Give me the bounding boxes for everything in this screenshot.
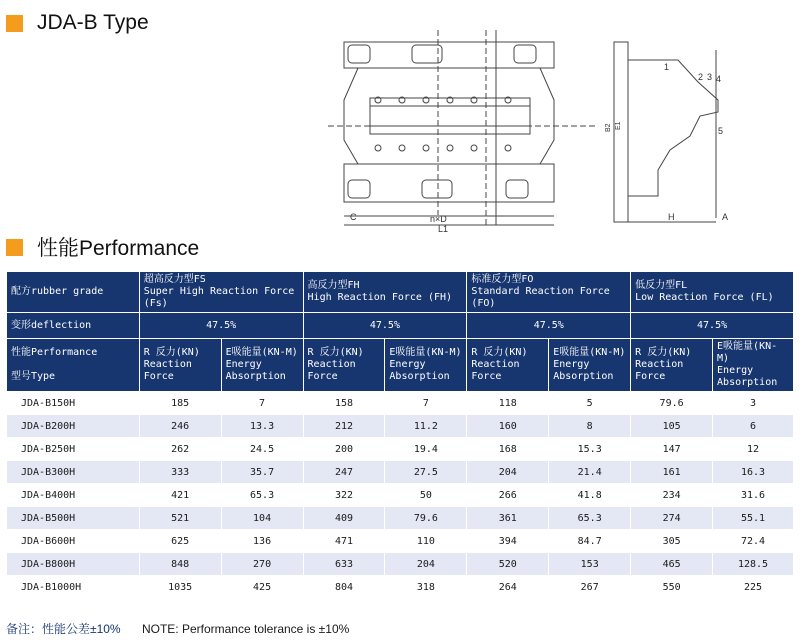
dim-label-l1: L1 xyxy=(438,224,449,234)
reaction-force-cell: 421 xyxy=(139,484,221,507)
reaction-force-cell: 212 xyxy=(303,415,385,438)
type-title: JDA-B Type xyxy=(37,11,149,34)
section-header-type xyxy=(6,11,149,35)
table-row xyxy=(7,553,794,576)
model-cell: JDA-B800H xyxy=(7,553,140,576)
deflection-header: 变形deflection xyxy=(7,313,140,339)
energy-absorption-cell: 3 xyxy=(713,392,794,415)
group-header-fh: 高反力型FH High Reaction Force (FH) xyxy=(303,272,467,313)
reaction-force-cell: 264 xyxy=(467,576,549,599)
energy-absorption-cell: 21.4 xyxy=(549,461,631,484)
model-cell: JDA-B200H xyxy=(7,415,140,438)
reaction-force-cell: 804 xyxy=(303,576,385,599)
energy-absorption-cell: 19.4 xyxy=(385,438,467,461)
reaction-force-cell: 633 xyxy=(303,553,385,576)
energy-absorption-cell: 15.3 xyxy=(549,438,631,461)
deflection-fo: 47.5% xyxy=(467,313,631,339)
table-row xyxy=(7,438,794,461)
deflection-fh: 47.5% xyxy=(303,313,467,339)
reaction-force-cell: 550 xyxy=(631,576,713,599)
energy-absorption-cell: 27.5 xyxy=(385,461,467,484)
energy-absorption-cell: 79.6 xyxy=(385,507,467,530)
r-header: R 反力(KN) Reaction Force xyxy=(467,339,549,392)
dim-label-h: H xyxy=(668,212,675,222)
section-header-performance xyxy=(6,232,199,262)
reaction-force-cell: 465 xyxy=(631,553,713,576)
e-header: E吸能量(KN-M) Energy Absorption xyxy=(713,339,794,392)
model-cell: JDA-B500H xyxy=(7,507,140,530)
table-row xyxy=(7,507,794,530)
reaction-force-cell: 168 xyxy=(467,438,549,461)
energy-absorption-cell: 55.1 xyxy=(713,507,794,530)
deflection-fl: 47.5% xyxy=(631,313,794,339)
performance-table xyxy=(6,271,794,599)
group-header-fl: 低反力型FL Low Reaction Force (FL) xyxy=(631,272,794,313)
group-header-fs: 超高反力型FS Super High Reaction Force (Fs) xyxy=(139,272,303,313)
deflection-fs: 47.5% xyxy=(139,313,303,339)
energy-absorption-cell: 225 xyxy=(713,576,794,599)
energy-absorption-cell: 11.2 xyxy=(385,415,467,438)
part-label-2: 2 xyxy=(698,72,704,82)
energy-absorption-cell: 5 xyxy=(549,392,631,415)
reaction-force-cell: 848 xyxy=(139,553,221,576)
model-cell: JDA-B300H xyxy=(7,461,140,484)
model-cell: JDA-B1000H xyxy=(7,576,140,599)
model-cell: JDA-B150H xyxy=(7,392,140,415)
r-header: R 反力(KN) Reaction Force xyxy=(303,339,385,392)
reaction-force-cell: 471 xyxy=(303,530,385,553)
dim-label-b2: B2 xyxy=(605,123,612,132)
dim-label-a: A xyxy=(722,212,729,222)
energy-absorption-cell: 13.3 xyxy=(221,415,303,438)
energy-absorption-cell: 110 xyxy=(385,530,467,553)
reaction-force-cell: 625 xyxy=(139,530,221,553)
reaction-force-cell: 147 xyxy=(631,438,713,461)
energy-absorption-cell: 204 xyxy=(385,553,467,576)
table-row xyxy=(7,415,794,438)
reaction-force-cell: 305 xyxy=(631,530,713,553)
model-cell: JDA-B250H xyxy=(7,438,140,461)
reaction-force-cell: 394 xyxy=(467,530,549,553)
reaction-force-cell: 234 xyxy=(631,484,713,507)
reaction-force-cell: 160 xyxy=(467,415,549,438)
reaction-force-cell: 361 xyxy=(467,507,549,530)
energy-absorption-cell: 104 xyxy=(221,507,303,530)
reaction-force-cell: 161 xyxy=(631,461,713,484)
energy-absorption-cell: 8 xyxy=(549,415,631,438)
r-header: R 反力(KN) Reaction Force xyxy=(139,339,221,392)
energy-absorption-cell: 128.5 xyxy=(713,553,794,576)
energy-absorption-cell: 7 xyxy=(221,392,303,415)
energy-absorption-cell: 267 xyxy=(549,576,631,599)
grade-header: 配方rubber grade xyxy=(7,272,140,313)
table-row xyxy=(7,461,794,484)
reaction-force-cell: 262 xyxy=(139,438,221,461)
reaction-force-cell: 521 xyxy=(139,507,221,530)
energy-absorption-cell: 50 xyxy=(385,484,467,507)
reaction-force-cell: 322 xyxy=(303,484,385,507)
energy-absorption-cell: 12 xyxy=(713,438,794,461)
reaction-force-cell: 118 xyxy=(467,392,549,415)
energy-absorption-cell: 35.7 xyxy=(221,461,303,484)
reaction-force-cell: 520 xyxy=(467,553,549,576)
table-row xyxy=(7,576,794,599)
performance-title: 性能Performance xyxy=(37,237,200,260)
dim-label-nd: n×D xyxy=(430,214,447,224)
energy-absorption-cell: 153 xyxy=(549,553,631,576)
tolerance-note xyxy=(6,620,349,637)
energy-absorption-cell: 318 xyxy=(385,576,467,599)
part-label-4: 4 xyxy=(716,74,722,84)
note-en: NOTE: Performance tolerance is ±10% xyxy=(141,622,350,636)
part-label-3: 3 xyxy=(707,72,713,82)
orange-square-icon xyxy=(6,15,23,32)
reaction-force-cell: 266 xyxy=(467,484,549,507)
energy-absorption-cell: 425 xyxy=(221,576,303,599)
reaction-force-cell: 79.6 xyxy=(631,392,713,415)
energy-absorption-cell: 24.5 xyxy=(221,438,303,461)
model-cell: JDA-B400H xyxy=(7,484,140,507)
reaction-force-cell: 185 xyxy=(139,392,221,415)
energy-absorption-cell: 84.7 xyxy=(549,530,631,553)
dim-label-e1: E1 xyxy=(615,121,622,130)
energy-absorption-cell: 65.3 xyxy=(221,484,303,507)
reaction-force-cell: 247 xyxy=(303,461,385,484)
energy-absorption-cell: 31.6 xyxy=(713,484,794,507)
energy-absorption-cell: 65.3 xyxy=(549,507,631,530)
table-row xyxy=(7,530,794,553)
performance-table-body xyxy=(7,392,794,599)
energy-absorption-cell: 72.4 xyxy=(713,530,794,553)
part-label-5: 5 xyxy=(718,126,724,136)
energy-absorption-cell: 16.3 xyxy=(713,461,794,484)
reaction-force-cell: 204 xyxy=(467,461,549,484)
reaction-force-cell: 409 xyxy=(303,507,385,530)
reaction-force-cell: 274 xyxy=(631,507,713,530)
group-header-fo: 标准反力型FO Standard Reaction Force (FO) xyxy=(467,272,631,313)
reaction-force-cell: 200 xyxy=(303,438,385,461)
reaction-force-cell: 246 xyxy=(139,415,221,438)
dim-label-c: C xyxy=(350,212,357,222)
performance-type-header: 性能Performance 型号Type xyxy=(7,339,140,392)
energy-absorption-cell: 6 xyxy=(713,415,794,438)
note-cn: 备注：性能公差±10% xyxy=(6,622,121,636)
reaction-force-cell: 105 xyxy=(631,415,713,438)
e-header: E吸能量(KN-M) Energy Absorption xyxy=(221,339,303,392)
e-header: E吸能量(KN-M) Energy Absorption xyxy=(549,339,631,392)
fender-technical-drawing xyxy=(318,20,738,235)
reaction-force-cell: 158 xyxy=(303,392,385,415)
part-label-1: 1 xyxy=(664,62,670,72)
energy-absorption-cell: 136 xyxy=(221,530,303,553)
orange-square-icon xyxy=(6,239,23,256)
reaction-force-cell: 1035 xyxy=(139,576,221,599)
energy-absorption-cell: 7 xyxy=(385,392,467,415)
e-header: E吸能量(KN-M) Energy Absorption xyxy=(385,339,467,392)
table-row xyxy=(7,484,794,507)
reaction-force-cell: 333 xyxy=(139,461,221,484)
r-header: R 反力(KN) Reaction Force xyxy=(631,339,713,392)
table-row xyxy=(7,392,794,415)
energy-absorption-cell: 270 xyxy=(221,553,303,576)
energy-absorption-cell: 41.8 xyxy=(549,484,631,507)
model-cell: JDA-B600H xyxy=(7,530,140,553)
